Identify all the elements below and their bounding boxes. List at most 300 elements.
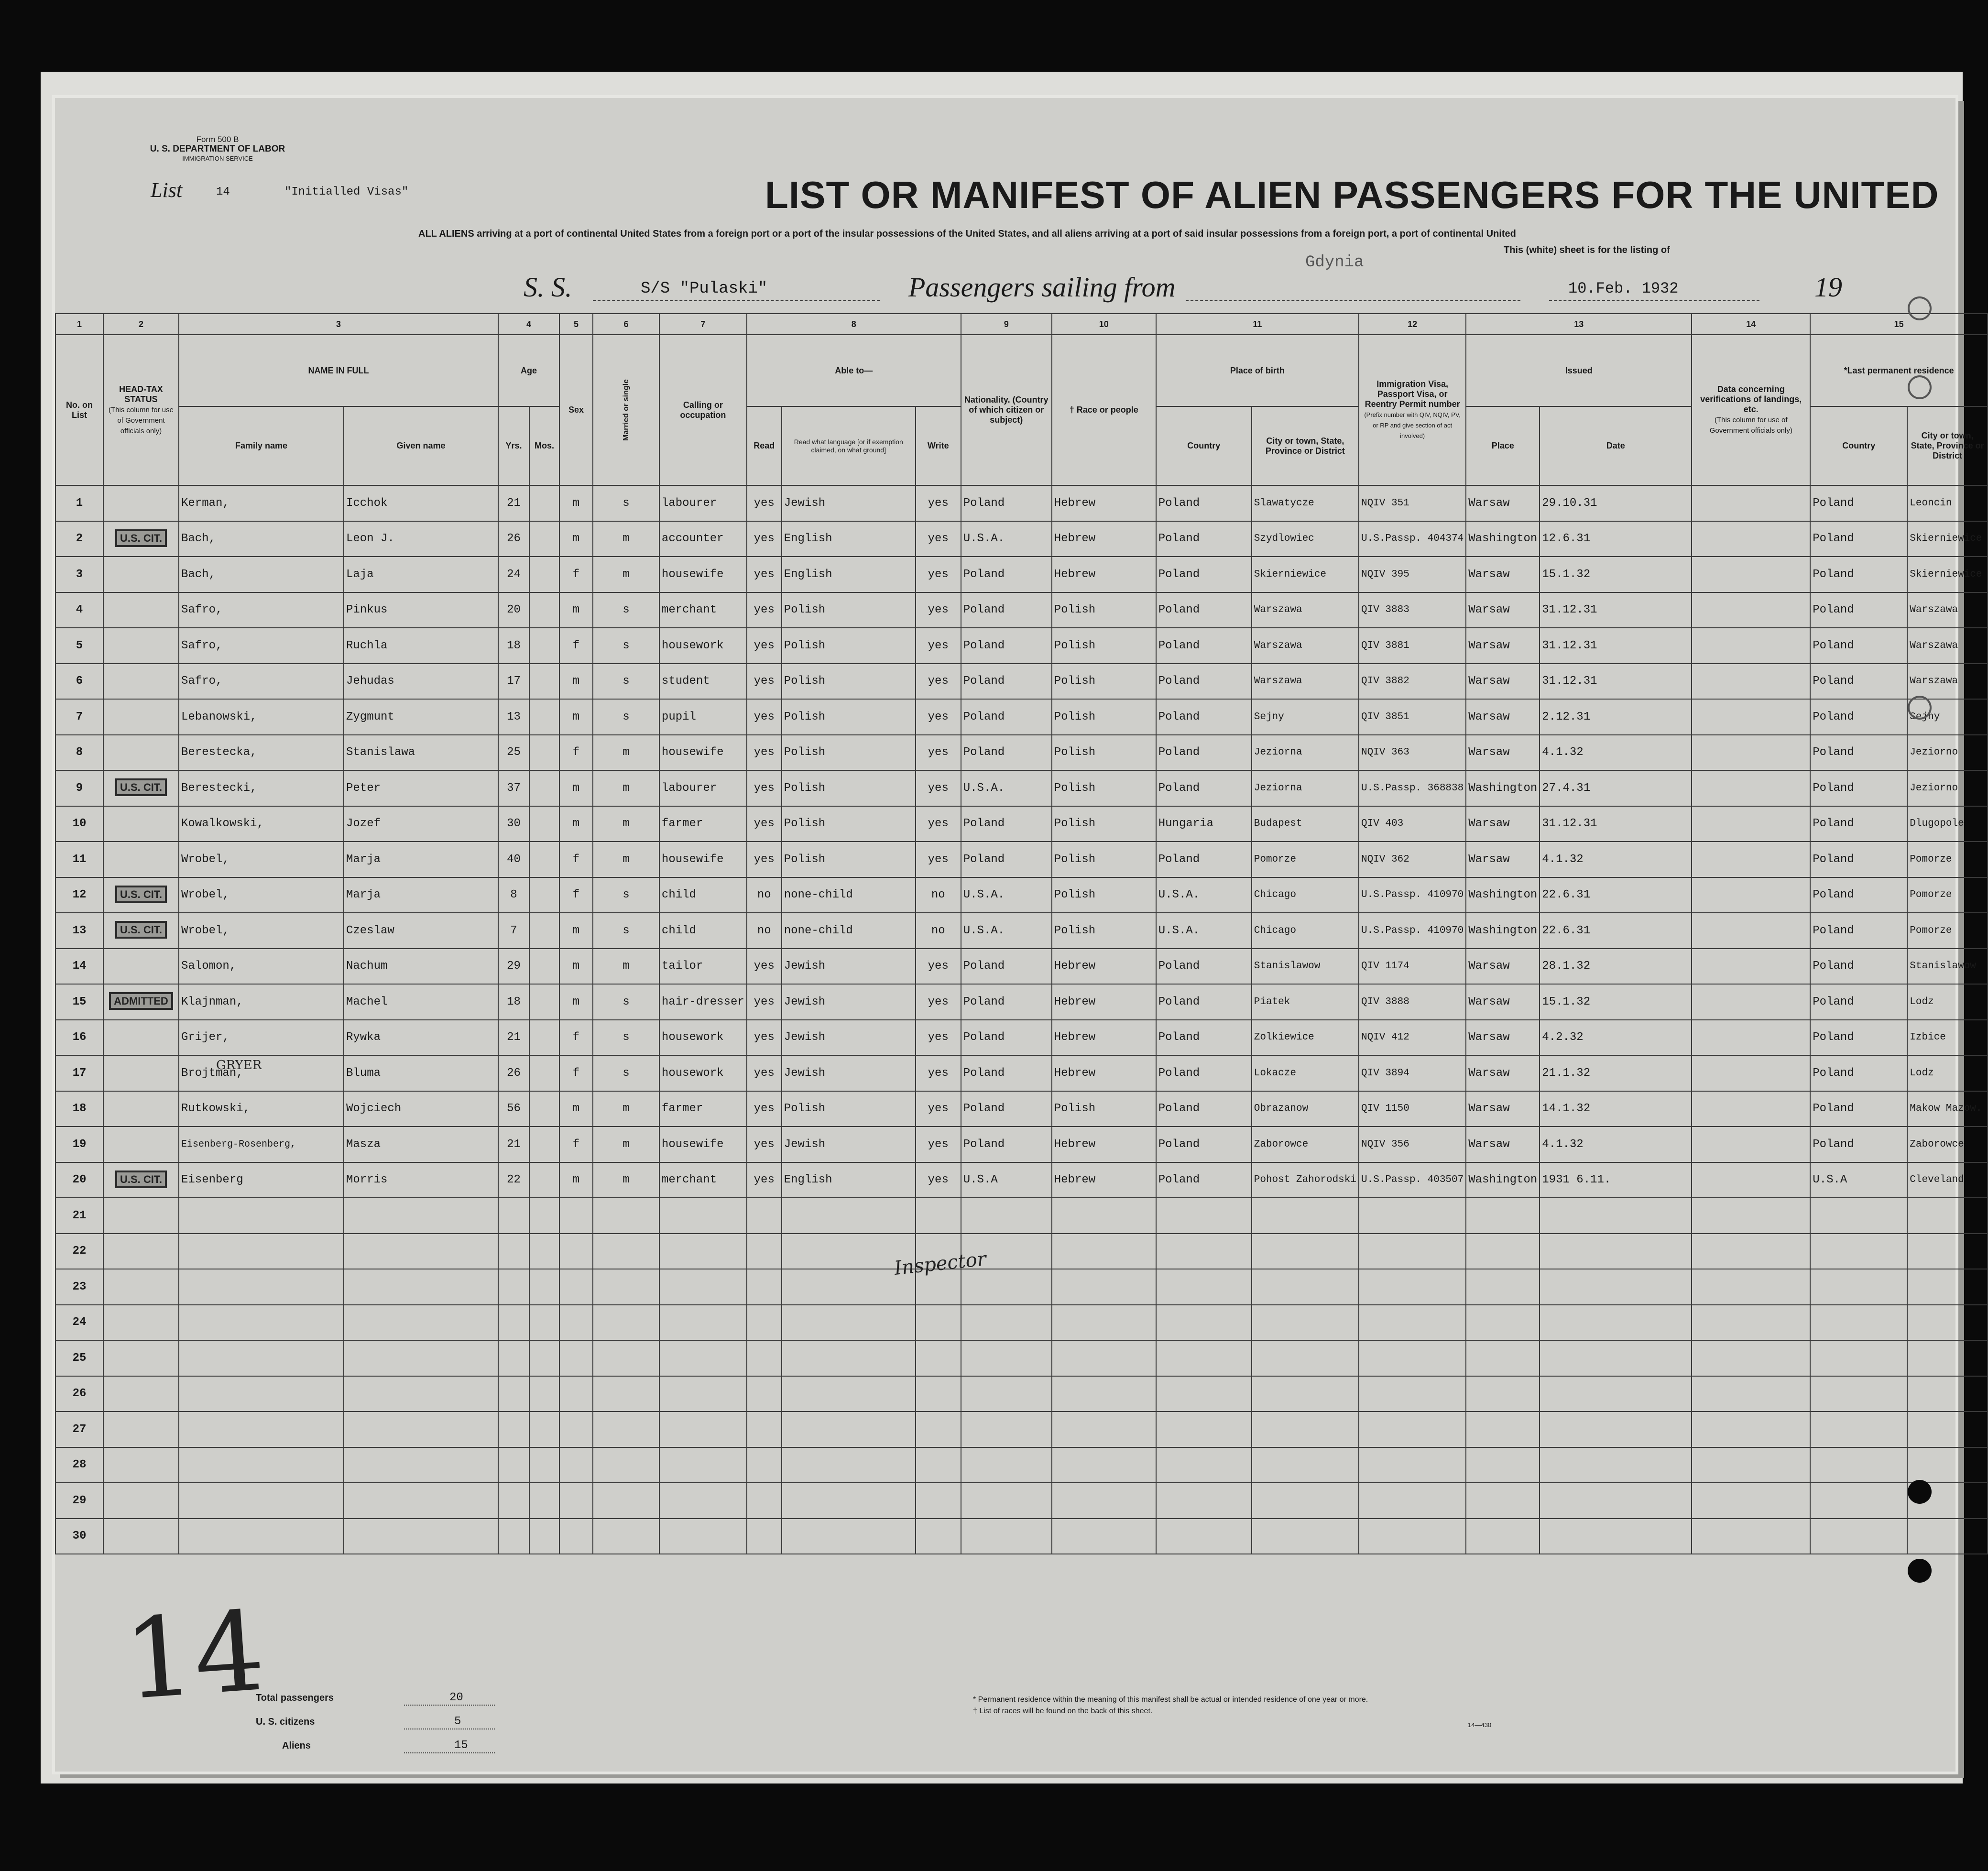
residence-country: [1810, 1340, 1907, 1376]
birth-city: Pohost Zahorodski: [1252, 1162, 1359, 1198]
read-language: none-child: [782, 877, 916, 913]
age-years: [498, 1376, 529, 1412]
residence-city: Makow Mazow.: [1907, 1091, 1988, 1127]
header-nationality: Nationality. (Country of which citizen or subject): [961, 335, 1052, 485]
residence-country: Poland: [1810, 735, 1907, 771]
given-name: [344, 1376, 498, 1412]
given-name: Leon J.: [344, 521, 498, 557]
header-married: Married or single: [593, 335, 659, 485]
age-years: [498, 1198, 529, 1234]
issued-date: [1540, 1483, 1692, 1519]
residence-city: Zaborowce: [1907, 1127, 1988, 1162]
issued-date: 31.12.31: [1540, 592, 1692, 628]
issued-place: Warsaw: [1466, 699, 1540, 735]
issued-date: 31.12.31: [1540, 664, 1692, 700]
sex: m: [559, 806, 593, 842]
read-language: English: [782, 557, 916, 592]
landing-verification: [1692, 1234, 1810, 1269]
visa-number: NQIV 395: [1359, 557, 1466, 592]
head-tax-stamp: ADMITTED: [109, 992, 173, 1010]
row-number: 23: [55, 1269, 103, 1305]
table-row: [55, 592, 1988, 628]
age-months: [529, 664, 559, 700]
age-years: [498, 1411, 529, 1447]
can-read: [747, 1269, 782, 1305]
birth-city: Slawatycze: [1252, 485, 1359, 521]
read-language: Polish: [782, 806, 916, 842]
given-name: Jozef: [344, 806, 498, 842]
head-tax-status: [103, 1447, 179, 1483]
visa-number: U.S.Passp. 410970: [1359, 913, 1466, 949]
table-row: [55, 1483, 1988, 1519]
can-write: [916, 1483, 961, 1519]
header-able-to: Able to—: [747, 335, 961, 406]
visa-number: QIV 1150: [1359, 1091, 1466, 1127]
issued-date: 31.12.31: [1540, 806, 1692, 842]
can-write: yes: [916, 557, 961, 592]
header-name-in-full: NAME IN FULL: [179, 335, 498, 406]
occupation: farmer: [659, 1091, 747, 1127]
birth-city: [1252, 1305, 1359, 1341]
col-num: 4: [498, 314, 559, 335]
residence-city: Warszawa: [1907, 592, 1988, 628]
col-num: 11: [1156, 314, 1359, 335]
family-name: [179, 1198, 344, 1234]
header-issued-date: Date: [1540, 406, 1692, 485]
marital-status: s: [593, 592, 659, 628]
row-number: 30: [55, 1519, 103, 1554]
race: Hebrew: [1052, 1020, 1156, 1056]
birth-city: Warszawa: [1252, 628, 1359, 664]
age-months: [529, 521, 559, 557]
occupation: [659, 1305, 747, 1341]
table-row: [55, 735, 1988, 771]
row-number: 8: [55, 735, 103, 771]
row-number: 27: [55, 1411, 103, 1447]
occupation: [659, 1519, 747, 1554]
marital-status: [593, 1376, 659, 1412]
occupation: housewife: [659, 557, 747, 592]
age-months: [529, 1519, 559, 1554]
issued-place: [1466, 1483, 1540, 1519]
issued-place: [1466, 1340, 1540, 1376]
head-tax-status: [103, 557, 179, 592]
family-name: Safro,: [179, 592, 344, 628]
issued-date: 15.1.32: [1540, 984, 1692, 1020]
issued-place: Warsaw: [1466, 984, 1540, 1020]
can-read: yes: [747, 592, 782, 628]
issued-place: Washington: [1466, 521, 1540, 557]
occupation: housewife: [659, 842, 747, 877]
sex: f: [559, 877, 593, 913]
occupation: [659, 1376, 747, 1412]
can-read: yes: [747, 842, 782, 877]
read-language: Jewish: [782, 949, 916, 985]
residence-country: [1810, 1411, 1907, 1447]
occupation: [659, 1269, 747, 1305]
nationality: U.S.A.: [961, 770, 1052, 806]
table-row: [55, 913, 1988, 949]
landing-verification: [1692, 1305, 1810, 1341]
nationality: U.S.A.: [961, 521, 1052, 557]
race: Hebrew: [1052, 949, 1156, 985]
header-read-language: Read what language [or if exemption claimed, on what ground]: [782, 406, 916, 485]
residence-city: Stanislawow: [1907, 949, 1988, 985]
col-num: 6: [593, 314, 659, 335]
birth-country: Poland: [1156, 664, 1252, 700]
read-language: Polish: [782, 699, 916, 735]
age-months: [529, 1198, 559, 1234]
head-tax-status: [103, 984, 179, 1020]
family-name: Wrobel,: [179, 842, 344, 877]
row-number: 2: [55, 521, 103, 557]
header-last-residence: *Last permanent residence: [1810, 335, 1988, 406]
visa-number: QIV 3883: [1359, 592, 1466, 628]
nationality: U.S.A: [961, 1162, 1052, 1198]
read-language: English: [782, 1162, 916, 1198]
issued-place: Warsaw: [1466, 842, 1540, 877]
birth-country: Poland: [1156, 1020, 1252, 1056]
read-language: Polish: [782, 1091, 916, 1127]
read-language: Jewish: [782, 1127, 916, 1162]
issued-place: Warsaw: [1466, 1127, 1540, 1162]
row-number: 26: [55, 1376, 103, 1412]
family-name: Kerman,: [179, 485, 344, 521]
landing-verification: [1692, 1340, 1810, 1376]
head-tax-status: [103, 521, 179, 557]
birth-country: Hungaria: [1156, 806, 1252, 842]
given-name: [344, 1447, 498, 1483]
given-name: Nachum: [344, 949, 498, 985]
nationality: Poland: [961, 1091, 1052, 1127]
race: [1052, 1483, 1156, 1519]
race: [1052, 1447, 1156, 1483]
can-write: [916, 1198, 961, 1234]
can-read: yes: [747, 485, 782, 521]
landing-verification: [1692, 1020, 1810, 1056]
header-residence-country: Country: [1810, 406, 1907, 485]
issued-place: Washington: [1466, 1162, 1540, 1198]
residence-country: [1810, 1269, 1907, 1305]
birth-city: [1252, 1269, 1359, 1305]
race: Hebrew: [1052, 485, 1156, 521]
marital-status: s: [593, 485, 659, 521]
family-name: Wrobel,: [179, 913, 344, 949]
age-years: 21: [498, 1127, 529, 1162]
landing-verification: [1692, 592, 1810, 628]
col-num: 2: [103, 314, 179, 335]
can-read: [747, 1447, 782, 1483]
given-name: [344, 1305, 498, 1341]
age-years: 24: [498, 557, 529, 592]
head-tax-stamp: U.S. CIT.: [115, 1171, 167, 1188]
residence-city: [1907, 1340, 1988, 1376]
birth-country: Poland: [1156, 1055, 1252, 1091]
occupation: merchant: [659, 592, 747, 628]
nationality: Poland: [961, 664, 1052, 700]
visa-number: NQIV 362: [1359, 842, 1466, 877]
marital-status: [593, 1411, 659, 1447]
header-no-on-list: No. on List: [55, 335, 103, 485]
head-tax-status: [103, 1305, 179, 1341]
birth-country: [1156, 1234, 1252, 1269]
given-name: Czeslaw: [344, 913, 498, 949]
row-number: 17: [55, 1055, 103, 1091]
age-years: 20: [498, 592, 529, 628]
residence-country: Poland: [1810, 664, 1907, 700]
family-name: Wrobel,: [179, 877, 344, 913]
birth-country: Poland: [1156, 735, 1252, 771]
occupation: merchant: [659, 1162, 747, 1198]
can-write: no: [916, 913, 961, 949]
sex: m: [559, 949, 593, 985]
age-months: [529, 1340, 559, 1376]
birth-country: Poland: [1156, 949, 1252, 985]
issued-place: [1466, 1234, 1540, 1269]
race: Hebrew: [1052, 557, 1156, 592]
age-years: 37: [498, 770, 529, 806]
can-write: [916, 1340, 961, 1376]
birth-city: Zolkiewice: [1252, 1020, 1359, 1056]
head-tax-status: [103, 1483, 179, 1519]
birth-country: [1156, 1376, 1252, 1412]
table-row: [55, 1234, 1988, 1269]
read-language: Polish: [782, 592, 916, 628]
issued-place: [1466, 1198, 1540, 1234]
age-years: 25: [498, 735, 529, 771]
residence-country: Poland: [1810, 1091, 1907, 1127]
marital-status: m: [593, 735, 659, 771]
occupation: [659, 1411, 747, 1447]
nationality: [961, 1519, 1052, 1554]
head-tax-status: [103, 1091, 179, 1127]
birth-city: Jeziorna: [1252, 770, 1359, 806]
given-name: [344, 1340, 498, 1376]
table-row: [55, 1020, 1988, 1056]
residence-country: Poland: [1810, 1055, 1907, 1091]
table-row: [55, 1269, 1988, 1305]
residence-country: Poland: [1810, 1127, 1907, 1162]
age-months: [529, 485, 559, 521]
family-name: [179, 1447, 344, 1483]
col-num: 5: [559, 314, 593, 335]
sex: m: [559, 984, 593, 1020]
nationality: Poland: [961, 1127, 1052, 1162]
head-tax-status: [103, 1162, 179, 1198]
binder-hole: [1908, 296, 1932, 320]
occupation: farmer: [659, 806, 747, 842]
issued-date: [1540, 1411, 1692, 1447]
issued-date: 28.1.32: [1540, 949, 1692, 985]
birth-country: U.S.A.: [1156, 913, 1252, 949]
family-name: Safro,: [179, 628, 344, 664]
row-number: 22: [55, 1234, 103, 1269]
residence-country: Poland: [1810, 984, 1907, 1020]
residence-country: Poland: [1810, 699, 1907, 735]
table-row: [55, 984, 1988, 1020]
marital-status: s: [593, 984, 659, 1020]
head-tax-stamp: U.S. CIT.: [115, 778, 167, 796]
port-underline: [1186, 300, 1520, 301]
row-number: 7: [55, 699, 103, 735]
issued-place: [1466, 1305, 1540, 1341]
race: Polish: [1052, 806, 1156, 842]
age-months: [529, 735, 559, 771]
landing-verification: [1692, 485, 1810, 521]
age-years: 56: [498, 1091, 529, 1127]
age-years: 8: [498, 877, 529, 913]
nationality: [961, 1447, 1052, 1483]
read-language: Polish: [782, 842, 916, 877]
landing-verification: [1692, 1411, 1810, 1447]
birth-country: Poland: [1156, 521, 1252, 557]
list-label: List: [151, 178, 183, 202]
row-number: 3: [55, 557, 103, 592]
row-number: 12: [55, 877, 103, 913]
visa-number: NQIV 412: [1359, 1020, 1466, 1056]
head-tax-status: [103, 735, 179, 771]
residence-city: Warszawa: [1907, 628, 1988, 664]
table-row: [55, 1519, 1988, 1554]
issued-place: Warsaw: [1466, 628, 1540, 664]
sex: [559, 1519, 593, 1554]
list-number: 14: [216, 186, 230, 198]
birth-country: [1156, 1519, 1252, 1554]
binder-hole: [1908, 375, 1932, 399]
table-row: [55, 699, 1988, 735]
residence-country: Poland: [1810, 770, 1907, 806]
age-years: 18: [498, 628, 529, 664]
family-name: Safro,: [179, 664, 344, 700]
can-write: yes: [916, 485, 961, 521]
sailing-label: Passengers sailing from: [908, 272, 1176, 303]
table-row: [55, 770, 1988, 806]
age-months: [529, 877, 559, 913]
given-name: Zygmunt: [344, 699, 498, 735]
age-years: [498, 1483, 529, 1519]
read-language: Polish: [782, 770, 916, 806]
head-tax-status: [103, 1340, 179, 1376]
can-write: [916, 1305, 961, 1341]
issued-place: Washington: [1466, 877, 1540, 913]
row-number: 15: [55, 984, 103, 1020]
can-read: yes: [747, 1091, 782, 1127]
residence-country: Poland: [1810, 521, 1907, 557]
can-read: yes: [747, 735, 782, 771]
header-age-mos: Mos.: [529, 406, 559, 485]
handwritten-grijer-correction: GRYER: [216, 1058, 262, 1072]
head-tax-stamp: U.S. CIT.: [115, 886, 167, 903]
landing-verification: [1692, 628, 1810, 664]
landing-verification: [1692, 1055, 1810, 1091]
visa-number: QIV 3881: [1359, 628, 1466, 664]
visa-number: NQIV 363: [1359, 735, 1466, 771]
aliens-line: [404, 1752, 495, 1753]
issued-date: 31.12.31: [1540, 628, 1692, 664]
read-language: Polish: [782, 664, 916, 700]
family-name: Bach,: [179, 521, 344, 557]
residence-country: Poland: [1810, 557, 1907, 592]
family-name: Bach,: [179, 557, 344, 592]
nationality: Poland: [961, 984, 1052, 1020]
nationality: Poland: [961, 949, 1052, 985]
head-tax-status: [103, 1269, 179, 1305]
residence-country: [1810, 1447, 1907, 1483]
nationality: Poland: [961, 735, 1052, 771]
header-place-of-birth: Place of birth: [1156, 335, 1359, 406]
given-name: Laja: [344, 557, 498, 592]
visa-number: U.S.Passp. 403507: [1359, 1162, 1466, 1198]
can-read: [747, 1340, 782, 1376]
form-code: 14—430: [1468, 1721, 1492, 1729]
can-write: [916, 1411, 961, 1447]
race: Hebrew: [1052, 521, 1156, 557]
sex: f: [559, 1055, 593, 1091]
form-department-header: [141, 135, 294, 164]
occupation: accounter: [659, 521, 747, 557]
col-num: 14: [1692, 314, 1810, 335]
ship-underline: [593, 300, 880, 301]
issued-date: [1540, 1519, 1692, 1554]
marital-status: m: [593, 521, 659, 557]
race: [1052, 1376, 1156, 1412]
can-write: yes: [916, 1162, 961, 1198]
residence-city: [1907, 1447, 1988, 1483]
handwritten-inspector-note: Inspector: [893, 1248, 987, 1280]
residence-city: Cleveland: [1907, 1162, 1988, 1198]
residence-country: [1810, 1483, 1907, 1519]
sex: [559, 1234, 593, 1269]
row-number: 16: [55, 1020, 103, 1056]
landing-verification: [1692, 1376, 1810, 1412]
nationality: [961, 1411, 1052, 1447]
birth-city: Skierniewice: [1252, 557, 1359, 592]
birth-country: Poland: [1156, 592, 1252, 628]
residence-country: [1810, 1234, 1907, 1269]
issued-place: Warsaw: [1466, 1020, 1540, 1056]
birth-city: Warszawa: [1252, 664, 1359, 700]
visa-number: QIV 3894: [1359, 1055, 1466, 1091]
can-read: [747, 1198, 782, 1234]
age-months: [529, 699, 559, 735]
visa-number: [1359, 1447, 1466, 1483]
landing-verification: [1692, 877, 1810, 913]
list-note: "Initialled Visas": [284, 186, 409, 198]
visa-number: [1359, 1519, 1466, 1554]
birth-country: Poland: [1156, 557, 1252, 592]
sex: [559, 1411, 593, 1447]
can-write: yes: [916, 735, 961, 771]
issued-place: [1466, 1411, 1540, 1447]
head-tax-status: [103, 806, 179, 842]
visa-number: [1359, 1376, 1466, 1412]
race: [1052, 1340, 1156, 1376]
read-language: Jewish: [782, 485, 916, 521]
occupation: [659, 1234, 747, 1269]
race: Polish: [1052, 699, 1156, 735]
marital-status: m: [593, 806, 659, 842]
occupation: housewife: [659, 1127, 747, 1162]
residence-city: Leoncin: [1907, 485, 1988, 521]
race: Polish: [1052, 592, 1156, 628]
sex: m: [559, 521, 593, 557]
issued-date: 2.12.31: [1540, 699, 1692, 735]
marital-status: [593, 1340, 659, 1376]
nationality: [961, 1483, 1052, 1519]
table-row: [55, 1411, 1988, 1447]
read-language: Polish: [782, 735, 916, 771]
nationality: Poland: [961, 1020, 1052, 1056]
